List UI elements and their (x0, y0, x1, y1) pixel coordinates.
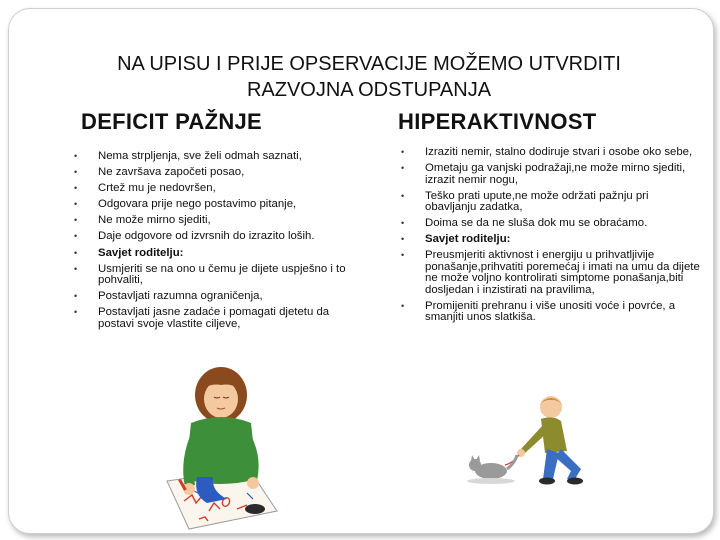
list-item-text: Daje odgovore od izvrsnih do izrazito loših. (98, 230, 315, 243)
list-item-text: Savjet roditelju: (425, 233, 511, 245)
list-item-text: Usmjeriti se na ono u čemu je dijete uspješno i to pohvaliti, (98, 262, 346, 287)
list-item (74, 291, 364, 303)
right-bullet-list (401, 147, 701, 328)
title-line-1: NA UPISU I PRIJE OPSERVACIJE MOŽEMO UTVRDITI (117, 53, 621, 75)
list-item (401, 191, 701, 214)
girl-face (204, 380, 238, 418)
list-item-text: Postavljati razumna ograničenja, (98, 290, 263, 303)
list-item (74, 199, 364, 211)
list-item (401, 250, 701, 296)
list-item (401, 163, 701, 186)
left-bullet-list (74, 151, 364, 335)
list-item-text: Nema strpljenja, sve želi odmah saznati, (98, 150, 302, 162)
list-item-text: Savjet roditelju: (98, 246, 184, 259)
list-item (74, 183, 364, 195)
advice-heading (401, 234, 701, 246)
list-item (74, 151, 364, 163)
list-item-text: Preusmjeriti aktivnost i energiju u prihvatljivije ponašanje,prihvatiti poremećaj i imati na umu da dijete ne može voljno kontrolirati simptome ponašanja,biti dosljedan i inzistirati na pravilima, (425, 249, 700, 296)
list-item-text: Postavljati jasne zadaće i pomagati djetetu da postavi svoje vlastite ciljeve, (98, 306, 330, 330)
list-item (74, 231, 364, 243)
boy-shirt (541, 417, 567, 453)
boy-pants (543, 449, 559, 479)
list-item-text: Ne može mirno sjediti, (98, 214, 211, 227)
list-item (401, 218, 701, 230)
list-item (74, 264, 364, 287)
list-item-text: Izraziti nemir, stalno dodiruje stvari i osobe oko sebe, (425, 146, 693, 158)
list-item-text: Odgovara prije nego postavimo pitanje, (98, 198, 297, 211)
list-item-text: Crtež mu je nedovršen, (98, 182, 216, 195)
list-item (74, 307, 364, 330)
list-item (74, 215, 364, 227)
list-item-text: Teško prati upute,ne može održati pažnju pri obavljanju zadatka, (425, 189, 649, 213)
list-item (401, 301, 701, 324)
list-item (401, 147, 701, 159)
list-item-text: Ne završava započeti posao, (98, 166, 245, 179)
slide-title (49, 51, 689, 103)
boy-with-cat-illustration (461, 391, 601, 491)
list-item-text: Ometaju ga vanjski podražaji,ne može mirno sjediti, izrazit nemir nogu, (425, 162, 686, 186)
girl-drawing-illustration (159, 361, 289, 531)
slide (8, 8, 714, 534)
list-item (74, 167, 364, 179)
list-item-text: Promijeniti prehranu i više unositi voće i povrće, a smanjiti unos slatkiša. (425, 299, 676, 323)
heading-deficit-paznje: DEFICIT PAŽNJE (81, 109, 263, 134)
title-line-2: RAZVOJNA ODSTUPANJA (246, 79, 492, 101)
list-item-text: Doima se da ne sluša dok mu se obraćamo. (425, 217, 648, 229)
heading-hiperaktivnost: HIPERAKTIVNOST (398, 109, 597, 134)
advice-heading (74, 248, 364, 260)
